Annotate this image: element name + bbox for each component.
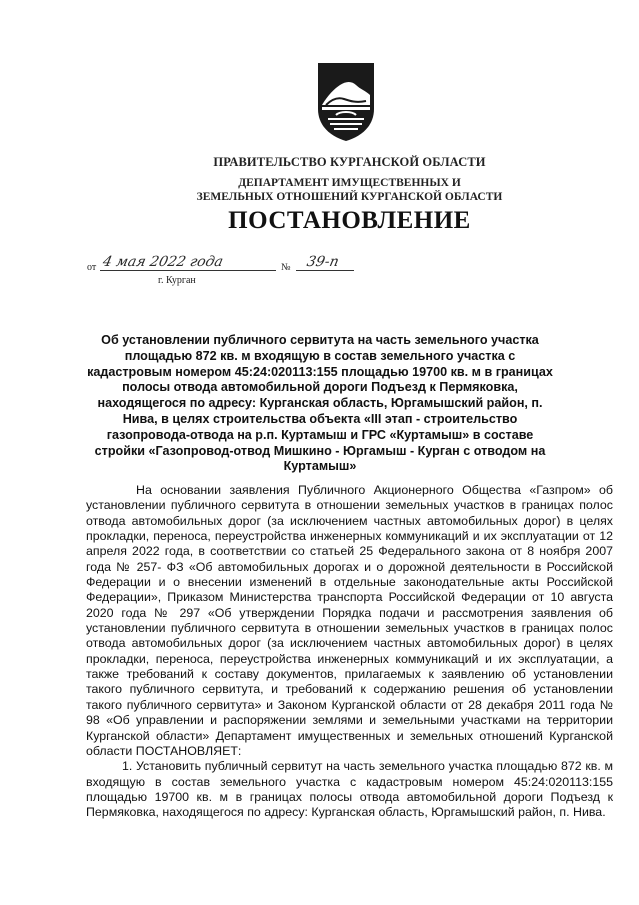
handwritten-date: 4 мая 2022 года (101, 254, 225, 270)
date-underline (100, 270, 276, 271)
document-title: ПОСТАНОВЛЕНИЕ (228, 207, 471, 234)
document-heading: Об установлении публичного сервитута на часть земельного участка площадью 872 кв. м входящую в состав земельного участка с кадастровым номером 45:24:020113:155 площадью 19700 кв. м в границах полосы отвода автомобильной дороги Подъезд к Пермяковка, находящегося по адресу: Курганская область, Юргамышский район, п. Нива, в целях строительства объекта «III этап - строительство газопровода-отвода на р.п. Куртамыш и ГРС «Куртамыш» в составе стройки «Газопровод-отвод Мишкино - Юргамыш - Курган с отводом на Куртамыш» (87, 333, 553, 474)
city-label: г. Курган (158, 275, 196, 286)
department-line-1: ДЕПАРТАМЕНТ ИМУЩЕСТВЕННЫХ И (238, 177, 461, 189)
document-body (86, 483, 613, 821)
date-from-label: от (87, 262, 97, 273)
department-name (30, 176, 639, 204)
preamble-paragraph: На основании заявления Публичного Акционерного Общества «Газпром» об установлении публичного сервитута в отношении земельных участков в границах полос отвода автомобильных дорог (за исключением частных автомобильных дорог) в целях прокладки, переноса, переустройства инженерных коммуникаций и их эксплуатации от 12 апреля 2022 года, в соответствии со статьей 25 Федерального закона от 8 ноября 2007 года № 257- ФЗ «Об автомобильных дорогах и о дорожной деятельности в Российской Федерации и о внесении изменений в отдельные законодательные акты Российской Федерации», Приказом Министерства транспорта Российской Федерации от 10 августа 2020 года № 297 «Об утверждении Порядка подачи и рассмотрения заявления об установлении публичного сервитута в отношении земельных участков в границах полос отвода автомобильных дорог (за исключением частных автомобильных дорог) в целях прокладки, переноса, переустройства инженерных коммуникаций и их эксплуатации, а также требований к составу документов, прилагаемых к заявлению об установлении такого публичного сервитута, и требований к содержанию решения об установлении такого публичного сервитута» и Законом Курганской области от 28 декабря 2011 года № 98 «Об управлении и распоряжении землями и земельными участками на территории Курганской области» Департамент имущественных и земельных отношений Курганской области ПОСТАНОВЛЯЕТ: (86, 483, 613, 758)
government-name: ПРАВИТЕЛЬСТВО КУРГАНСКОЙ ОБЛАСТИ (213, 155, 486, 169)
department-line-2: ЗЕМЕЛЬНЫХ ОТНОШЕНИЙ КУРГАНСКОЙ ОБЛАСТИ (196, 191, 503, 203)
number-underline (296, 270, 354, 271)
number-label: № (281, 262, 291, 273)
handwritten-number: 39-п (305, 254, 341, 270)
kurgan-region-emblem-icon (316, 61, 376, 143)
item-1-paragraph: 1. Установить публичный сервитут на часть земельного участка площадью 872 кв. м входящую в состав земельного участка с кадастровым номером 45:24:020113:155 площадью 19700 кв. м в границах полосы отвода автомобильной дороги Подъезд к Пермяковка, находящегося по адресу: Курганская область, Юргамышский район, п. Нива. (86, 759, 613, 820)
